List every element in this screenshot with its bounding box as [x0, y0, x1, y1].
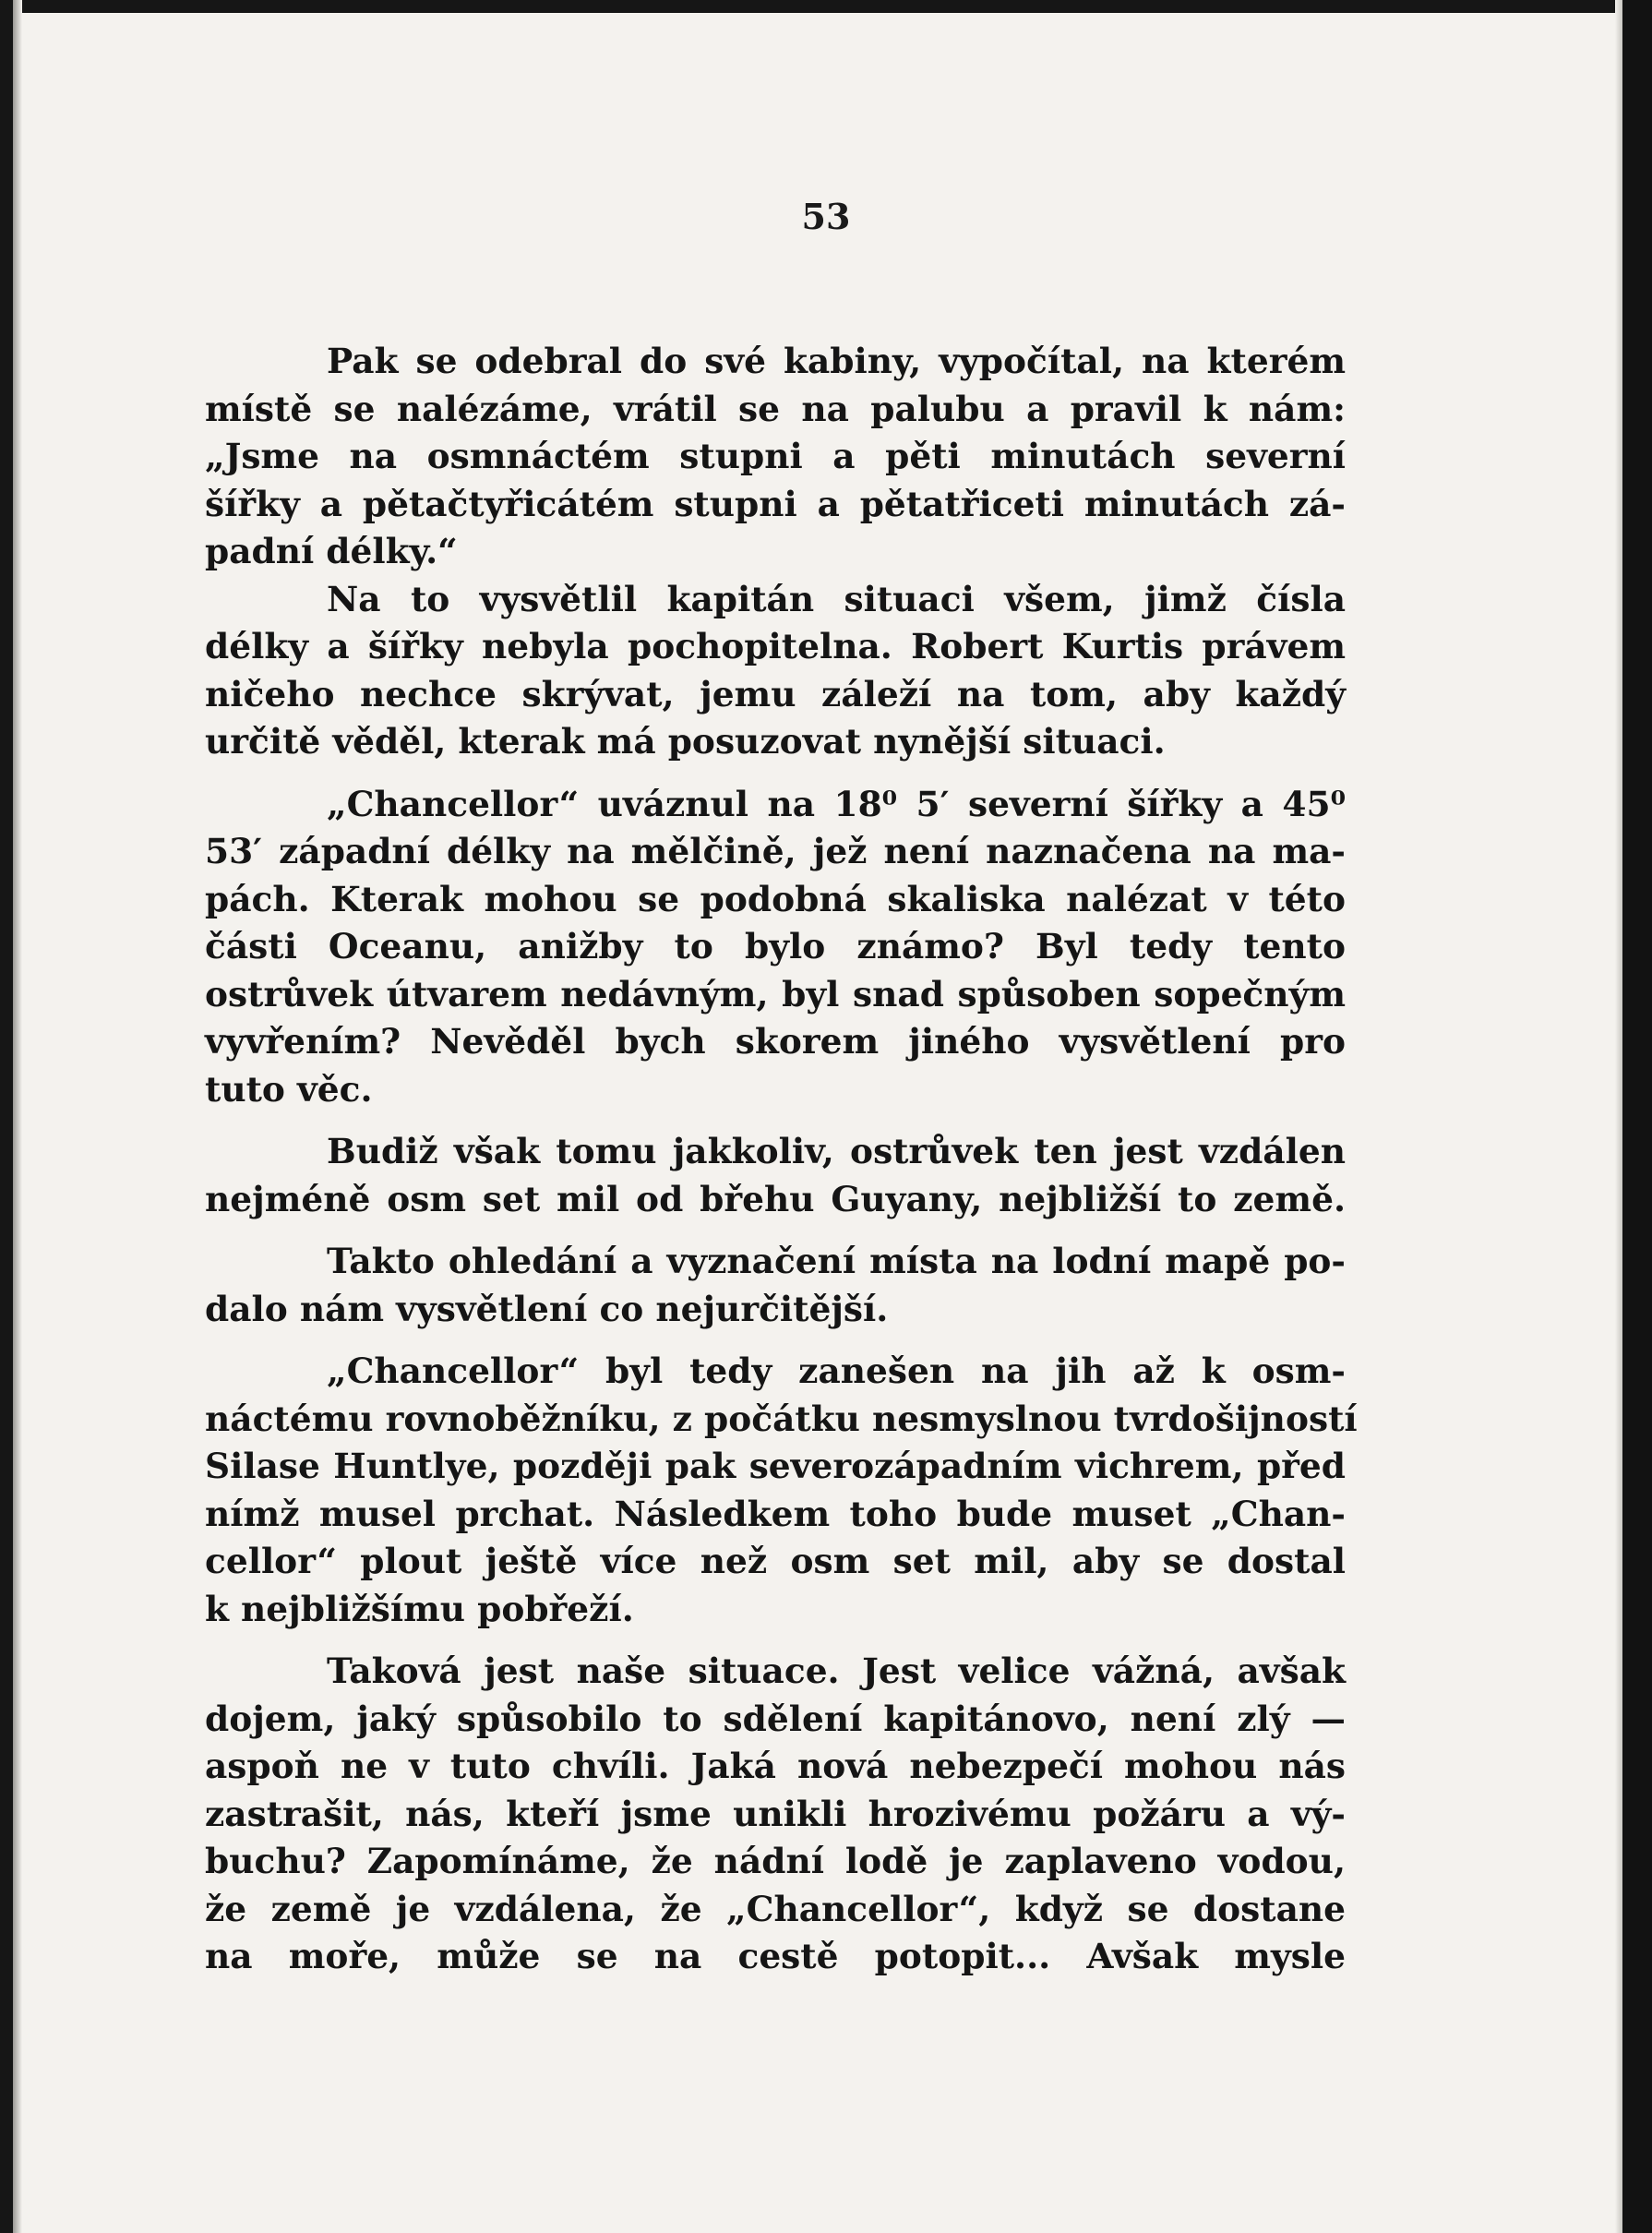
- gutter-shadow: [13, 0, 22, 2233]
- text-line: šířky a pětačtyřicátém stupni a pětatřiceti minutách zá-: [205, 483, 1346, 524]
- text-line: části Oceanu, anižby to bylo známo? Byl tedy tento: [205, 926, 1346, 966]
- paragraph: [205, 1648, 1346, 1981]
- paragraph: [205, 781, 1346, 1114]
- text-line: délky a šířky nebyla pochopitelna. Robert Kurtis právem: [205, 626, 1346, 666]
- text-line: „Chancellor“ byl tedy zanešen na jih až k osm-: [327, 1351, 1346, 1391]
- text-line: Pak se odebral do své kabiny, vypočítal, na kterém: [327, 341, 1346, 381]
- paragraph: [205, 1238, 1346, 1333]
- body-text: [205, 338, 1358, 1981]
- text-line: určitě věděl, kterak má posuzovat nynější situaci.: [205, 721, 1166, 762]
- page-edge-shadow: [1615, 0, 1622, 2233]
- text-line: padní délky.“: [205, 531, 458, 571]
- paragraph: [205, 576, 1346, 766]
- paragraph: [205, 338, 1346, 576]
- text-line: místě se nalézáme, vrátil se na palubu a pravil k nám:: [205, 388, 1346, 429]
- text-line: „Jsme na osmnáctém stupni a pěti minutách severní: [205, 436, 1346, 476]
- text-line: na moře, může se na cestě potopit... Avšak mysle: [205, 1936, 1346, 1976]
- text-line: aspoň ne v tuto chvíli. Jaká nová nebezpečí mohou nás: [205, 1746, 1346, 1786]
- text-line: Na to vysvětlil kapitán situaci všem, jimž čísla: [327, 578, 1346, 619]
- scan-border-right: [1622, 0, 1652, 2233]
- page-number: 53: [801, 196, 851, 237]
- text-line: pách. Kterak mohou se podobná skaliska nalézat v této: [205, 878, 1346, 919]
- text-line: nímž musel prchat. Následkem toho bude muset „Chan-: [205, 1493, 1346, 1534]
- text-line: Budiž však tomu jakkoliv, ostrůvek ten jest vzdálen: [327, 1131, 1346, 1171]
- text-line: cellor“ plout ještě více než osm set mil, aby se dostal: [205, 1541, 1346, 1581]
- text-line: 53′ západní délky na mělčině, jež není naznačena na ma-: [205, 831, 1346, 871]
- text-line: tuto věc.: [205, 1068, 373, 1110]
- text-line: Taková jest naše situace. Jest velice vážná, avšak: [327, 1651, 1346, 1691]
- text-line: „Chancellor“ uváznul na 18⁰ 5′ severní šířky a 45⁰: [327, 783, 1346, 824]
- text-line: vyvřením? Nevěděl bych skorem jiného vysvětlení pro: [205, 1021, 1346, 1062]
- text-line: buchu? Zapomínáme, že nádní lodě je zaplaveno vodou,: [205, 1841, 1346, 1881]
- paragraph: [205, 1128, 1346, 1223]
- text-line: k nejbližšímu pobřeží.: [205, 1588, 634, 1629]
- text-line: nejméně osm set mil od břehu Guyany, nejbližší to země.: [205, 1178, 1346, 1219]
- text-line: ostrůvek útvarem nedávným, byl snad spůsoben sopečným: [205, 973, 1346, 1014]
- text-line: náctému rovnoběžníku, z počátku nesmyslnou tvrdošijností: [205, 1398, 1358, 1439]
- text-line: dalo nám vysvětlení co nejurčitější.: [205, 1288, 889, 1329]
- text-line: Takto ohledání a vyznačení místa na lodní mapě po-: [327, 1241, 1346, 1281]
- text-line: zastrašit, nás, kteří jsme unikli hrozivému požáru a vý-: [205, 1793, 1346, 1834]
- text-line: že země je vzdálena, že „Chancellor“, když se dostane: [205, 1888, 1346, 1929]
- scan-border-top: [0, 0, 1652, 13]
- scan-border-left: [0, 0, 13, 2233]
- text-line: dojem, jaký spůsobilo to sdělení kapitánovo, není zlý —: [205, 1698, 1346, 1739]
- text-line: Silase Huntlye, později pak severozápadním vichrem, před: [205, 1446, 1346, 1486]
- text-line: ničeho nechce skrývat, jemu záleží na tom, aby každý: [205, 673, 1346, 714]
- paragraph: [205, 1348, 1358, 1633]
